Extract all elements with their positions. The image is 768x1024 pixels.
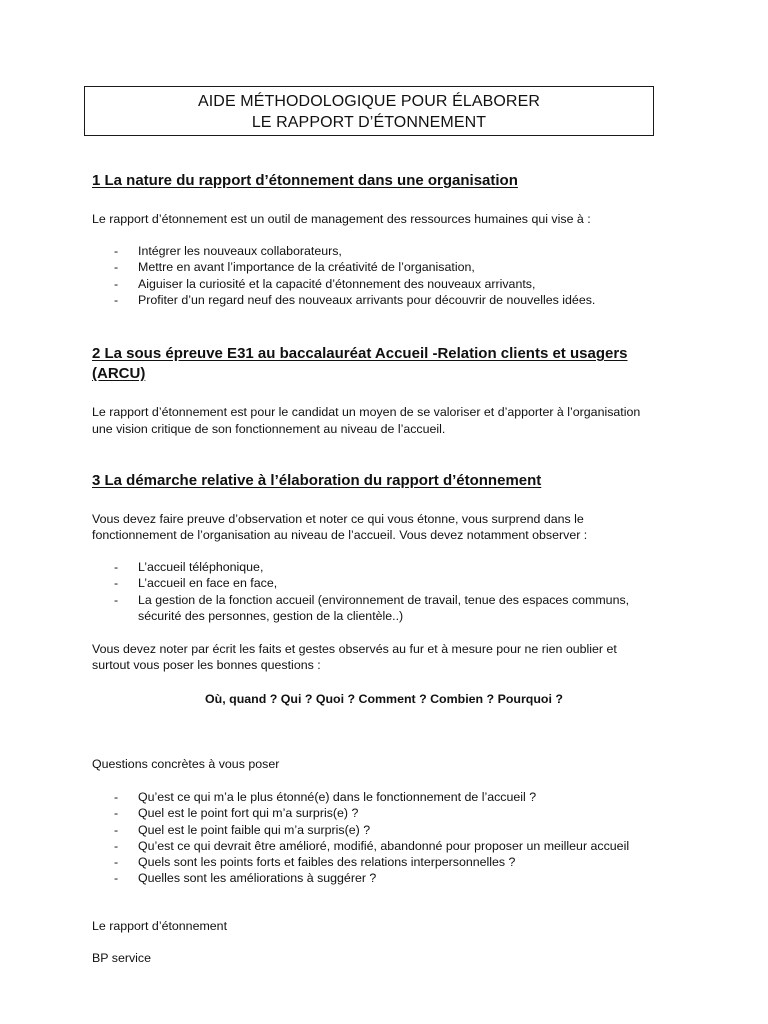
section2-heading-line-2: (ARCU) — [92, 365, 146, 382]
dash: - — [114, 560, 119, 574]
section1-intro: Le rapport d’étonnement est un outil de management des ressources humaines qui vise à : — [92, 212, 591, 226]
list-item — [114, 259, 674, 275]
section1-list — [114, 243, 674, 308]
list-item — [114, 838, 674, 854]
list-item-text: Quels sont les points forts et faibles des relations interpersonnelles ? — [138, 855, 516, 870]
list-item — [114, 592, 674, 608]
section3-observe-list — [114, 559, 674, 624]
list-item — [114, 292, 674, 308]
list-item-text: Quelles sont les améliorations à suggérer ? — [138, 871, 377, 886]
concrete-questions-list — [114, 789, 674, 887]
list-item — [114, 243, 674, 259]
list-item-text: L’accueil en face en face, — [138, 576, 278, 591]
list-item-text: Quel est le point faible qui m’a surpris(e) ? — [138, 822, 371, 837]
dash: - — [114, 244, 119, 258]
dash: - — [114, 576, 119, 591]
section3-para2-line-1: Vous devez noter par écrit les faits et gestes observés au fur et à mesure pour ne rien oublier et — [92, 642, 617, 656]
dash: - — [114, 592, 119, 607]
list-item-text: Aiguiser la curiosité et la capacité d’étonnement des nouveaux arrivants, — [138, 276, 536, 291]
section3-para1-line-1: Vous devez faire preuve d’observation et noter ce qui vous étonne, vous surprend dans le — [92, 512, 584, 526]
list-item-continuation — [114, 608, 674, 624]
concrete-questions-label: Questions concrètes à vous poser — [92, 757, 280, 771]
list-item — [114, 822, 674, 838]
section3-heading: 3 La démarche relative à l’élaboration du rapport d’étonnement — [92, 472, 542, 489]
dash: - — [114, 822, 119, 837]
list-item — [114, 870, 674, 886]
list-item — [114, 789, 674, 805]
dash: - — [114, 838, 119, 853]
footer-line-1: Le rapport d’étonnement — [92, 919, 228, 933]
section3-para1-line-2: fonctionnement de l’organisation au niveau de l’accueil. Vous devez notamment observer : — [92, 528, 588, 542]
list-item-text: La gestion de la fonction accueil (environnement de travail, tenue des espaces communs, — [138, 592, 630, 607]
dash: - — [114, 871, 119, 886]
list-item — [114, 575, 674, 591]
section3-para2-line-2: surtout vous poser les bonnes questions : — [92, 658, 321, 672]
title-line-1: AIDE MÉTHODOLOGIQUE POUR ÉLABORER — [197, 93, 541, 110]
list-item — [114, 276, 674, 292]
section2-heading-line-1: 2 La sous épreuve E31 au baccalauréat Accueil -Relation clients et usagers — [92, 345, 628, 362]
list-item-text: sécurité des personnes, gestion de la clientèle..) — [138, 608, 404, 623]
dash: - — [114, 260, 119, 275]
footer-line-2: BP service — [92, 951, 151, 965]
key-questions: Où, quand ? Qui ? Quoi ? Comment ? Combien ? Pourquoi ? — [205, 692, 563, 706]
section1-heading: 1 La nature du rapport d’étonnement dans une organisation — [92, 172, 518, 189]
list-item — [114, 854, 674, 870]
dash: - — [114, 806, 119, 821]
list-item-text: Qu’est ce qui devrait être amélioré, modifié, abandonné pour proposer un meilleur accueil — [138, 838, 630, 853]
section2-para-line-2: une vision critique de son fonctionnement au niveau de l’accueil. — [92, 422, 446, 436]
dash: - — [114, 790, 119, 804]
title-box — [84, 86, 654, 136]
list-item-text: Profiter d’un regard neuf des nouveaux arrivants pour découvrir de nouvelles idées. — [138, 292, 596, 307]
title-line-2: LE RAPPORT D’ÉTONNEMENT — [251, 114, 487, 131]
section2-para-line-1: Le rapport d’étonnement est pour le candidat un moyen de se valoriser et d’apporter à l’organisation — [92, 405, 641, 419]
list-item-text: Mettre en avant l’importance de la créativité de l’organisation, — [138, 260, 475, 275]
dash: - — [114, 855, 119, 870]
list-item-text: Intégrer les nouveaux collaborateurs, — [138, 244, 342, 258]
list-item-text: Qu’est ce qui m’a le plus étonné(e) dans le fonctionnement de l’accueil ? — [138, 790, 537, 804]
list-item — [114, 805, 674, 821]
dash: - — [114, 276, 119, 291]
list-item-text: Quel est le point fort qui m’a surpris(e) ? — [138, 806, 359, 821]
dash: - — [114, 292, 119, 307]
list-item-text: L’accueil téléphonique, — [138, 560, 264, 574]
list-item — [114, 559, 674, 575]
